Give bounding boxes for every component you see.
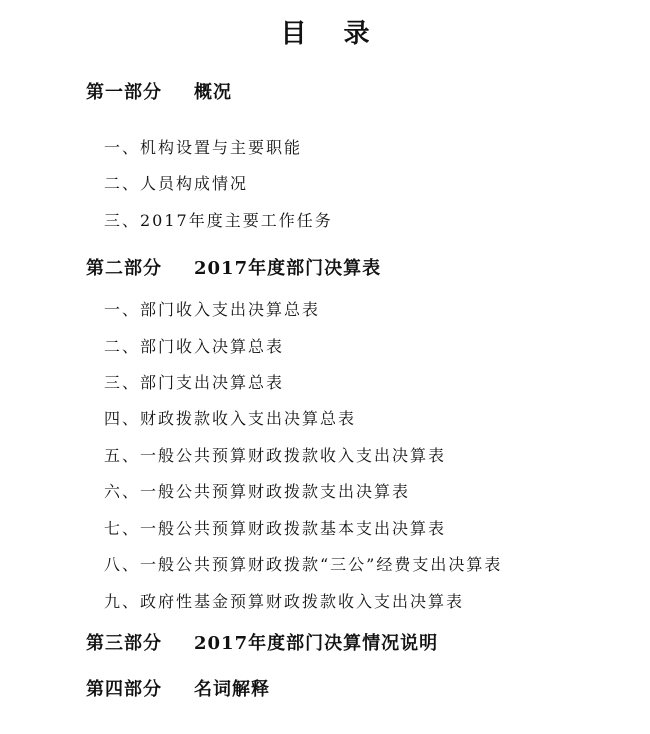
toc-item: 二、部门收入决算总表 xyxy=(104,337,285,356)
toc-item: 三、部门支出决算总表 xyxy=(104,373,285,392)
section-part-label: 第四部分 xyxy=(86,679,162,700)
toc-item: 六、一般公共预算财政拨款支出决算表 xyxy=(104,482,411,501)
section-part-label: 第二部分 xyxy=(86,258,162,279)
page-title: 目 录 xyxy=(280,19,384,49)
section-name: 2017年度部门决算情况说明 xyxy=(194,633,439,654)
toc-item: 八、一般公共预算财政拨款“三公”经费支出决算表 xyxy=(104,555,503,574)
toc-item: 九、政府性基金预算财政拨款收入支出决算表 xyxy=(104,592,465,611)
section-heading-4 xyxy=(86,677,270,703)
toc-item: 三、2017年度主要工作任务 xyxy=(104,211,333,230)
toc-item: 一、部门收入支出决算总表 xyxy=(104,300,321,319)
toc-item: 五、一般公共预算财政拨款收入支出决算表 xyxy=(104,446,447,465)
toc-item: 一、机构设置与主要职能 xyxy=(104,138,303,157)
section-name: 名词解释 xyxy=(194,679,270,700)
section-name: 概况 xyxy=(194,82,232,103)
toc-item: 四、财政拨款收入支出决算总表 xyxy=(104,409,357,428)
section-heading-1 xyxy=(86,80,232,106)
toc-item: 七、一般公共预算财政拨款基本支出决算表 xyxy=(104,519,447,538)
section-part-label: 第三部分 xyxy=(86,633,162,654)
section-part-label: 第一部分 xyxy=(86,82,162,103)
section-heading-2 xyxy=(86,256,381,282)
section-name: 2017年度部门决算表 xyxy=(194,258,382,279)
section-heading-3 xyxy=(86,631,438,657)
toc-item: 二、人员构成情况 xyxy=(104,174,249,193)
